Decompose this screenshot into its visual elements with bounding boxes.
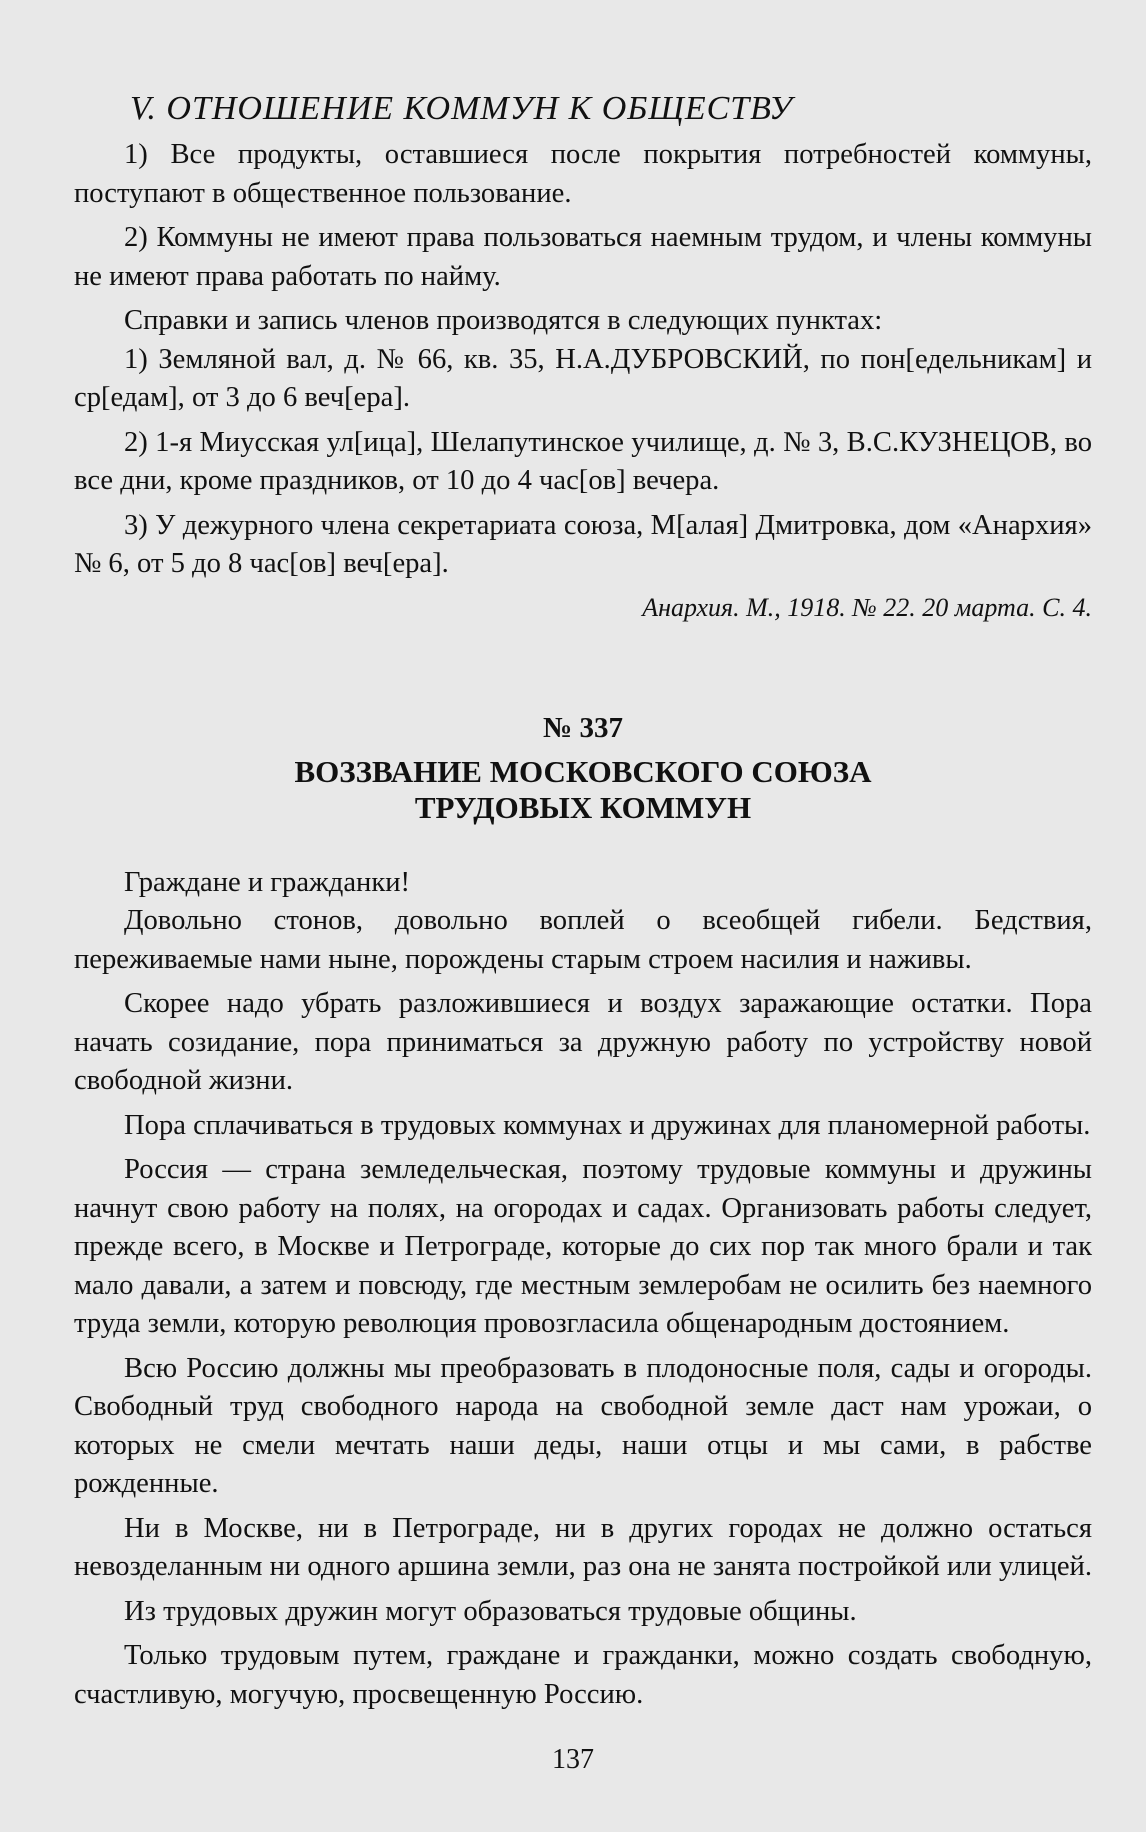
section-paragraph: 2) 1-я Миусская ул[ица], Шелапутинское училище, д. № 3, В.С.КУЗНЕЦОВ, во все дни, кроме праздников, от 10 до 4 час[ов] вечера.: [74, 426, 1092, 496]
source-citation: Анархия. М., 1918. № 22. 20 марта. С. 4.: [642, 592, 1092, 622]
page-number: 137: [552, 1744, 594, 1775]
section-paragraph: 2) Коммуны не имеют права пользоваться наемным трудом, и члены коммуны не имеют права работать по найму.: [74, 222, 1092, 292]
document-paragraph: Граждане и гражданки!: [124, 866, 411, 898]
section-paragraph: 1) Все продукты, оставшиеся после покрытия потребностей коммуны, поступают в общественное пользование.: [74, 139, 1092, 209]
document-paragraph: Скорее надо убрать разложившиеся и воздух заражающие остатки. Пора начать созидание, пора приниматься за дружную работу по устройству новой свободной жизни.: [74, 988, 1092, 1096]
document-paragraph: Довольно стонов, довольно воплей о всеобщей гибели. Бедствия, переживаемые нами ныне, порождены старым строем насилия и наживы.: [74, 905, 1092, 975]
document-title-line: ТРУДОВЫХ КОММУН: [414, 789, 752, 825]
document-paragraph: Только трудовым путем, граждане и гражданки, можно создать свободную, счастливую, могучую, просвещенную Россию.: [74, 1640, 1092, 1710]
document-title-line: ВОЗЗВАНИЕ МОСКОВСКОГО СОЮЗА: [294, 753, 872, 789]
document-paragraph: Россия — страна земледельческая, поэтому трудовые коммуны и дружины начнут свою работу на полях, на огородах и садах. Организовать работы следует, прежде всего, в Москве и Петрограде, которые до сих пор так много брали и так мало давали, а затем и повсюду, где местным землеробам не осилить без наемного труда земли, которую революция провозгласила общенародным достоянием.: [74, 1154, 1092, 1339]
document-paragraph: Всю Россию должны мы преобразовать в плодоносные поля, сады и огороды. Свободный труд свободного народа на свободной земле даст нам урожаи, о которых не смели мечтать наши деды, наши отцы и мы сами, в рабстве рожденные.: [74, 1352, 1092, 1499]
document-paragraph: Ни в Москве, ни в Петрограде, ни в других городах не должно остаться невозделанным ни одного аршина земли, раз она не занята постройкой или улицей.: [74, 1512, 1093, 1582]
section-heading: V. ОТНОШЕНИЕ КОММУН К ОБЩЕСТВУ: [130, 90, 793, 127]
document-paragraph: Из трудовых дружин могут образоваться трудовые общины.: [124, 1595, 857, 1627]
document-paragraph: Пора сплачиваться в трудовых коммунах и дружинах для планомерной работы.: [124, 1109, 1091, 1141]
section-paragraph: 1) Земляной вал, д. № 66, кв. 35, Н.А.ДУБРОВСКИЙ, по пон[едельникам] и ср[едам], от 3 до 6 веч[ера].: [74, 343, 1092, 413]
document-number: № 337: [543, 711, 623, 744]
section-paragraph: 3) У дежурного члена секретариата союза, М[алая] Дмитровка, дом «Анархия» № 6, от 5 до 8 час[ов] веч[ера].: [74, 509, 1092, 579]
document-title: [74, 754, 1092, 826]
page-content: [74, 90, 1092, 1714]
section-paragraph: Справки и запись членов производятся в следующих пунктах:: [124, 305, 883, 336]
